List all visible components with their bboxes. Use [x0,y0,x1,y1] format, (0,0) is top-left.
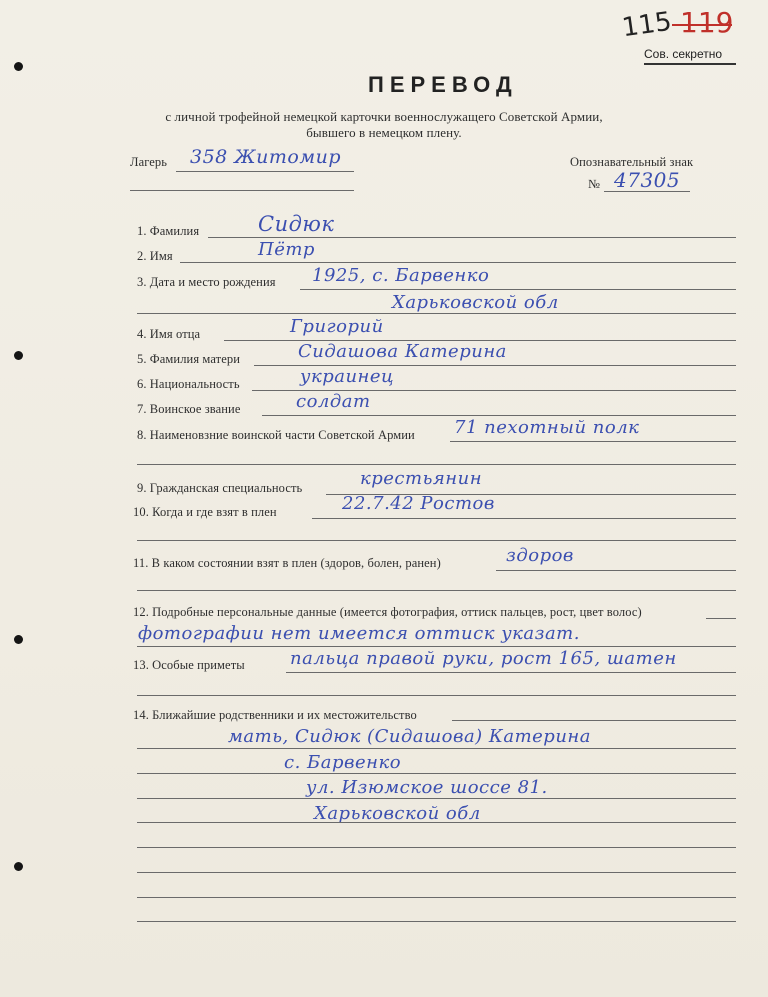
field-label-surname: 1. Фамилия [137,224,200,238]
field-line [706,618,736,619]
punch-hole [14,62,23,71]
field-label-nationality: 6. Национальность [137,377,240,391]
field-line [137,872,736,873]
field-value-birth-region: Харьковской обл [392,292,559,313]
field-line [137,773,736,774]
field-label-marks: 13. Особые приметы [133,658,245,672]
punch-hole [14,635,23,644]
document-title: ПЕРЕВОД [368,72,518,97]
field-label-father: 4. Имя отца [137,327,201,341]
field-line [137,464,736,465]
relatives-line-2: с. Барвенко [284,752,402,773]
field-line [137,590,736,591]
camp-underline-2 [130,190,354,191]
field-value-nationality: украинец [300,366,395,387]
subtitle-line-1: с личной трофейной немецкой карточки военнослужащего Советской Армии, [165,109,603,124]
field-line [286,672,736,673]
field-line [450,441,736,442]
field-value-condition: здоров [506,545,574,566]
field-line [180,262,736,263]
archive-number-new: 119 [680,6,734,39]
tag-prefix: № [588,177,601,191]
field-label-personal: 12. Подробные персональные данные (имеется фотография, оттиск пальцев, рост, цвет волос) [133,605,642,619]
relatives-line-1: мать, Сидюк (Сидашова) Катерина [228,726,592,747]
field-value-captured: 22.7.42 Ростов [342,493,495,514]
field-line [208,237,736,238]
relatives-line-3: ул. Изюмское шоссе 81. [306,777,548,798]
field-label-rank: 7. Воинское звание [137,402,241,416]
camp-underline [176,171,354,172]
archive-number-old: 115 [620,6,674,44]
field-value-mother: Сидашова Катерина [298,341,507,362]
punch-hole [14,862,23,871]
field-value-father: Григорий [290,316,384,337]
field-value-rank: солдат [296,391,371,412]
field-value-personal: фотографии нет имеется оттиск указат. [138,623,580,644]
subtitle-line-2: бывшего в немецком плену. [306,125,462,140]
field-line [312,518,736,519]
punch-hole [14,351,23,360]
field-line [137,313,736,314]
field-label-mother: 5. Фамилия матери [137,352,241,366]
field-value-surname: Сидюк [258,212,335,236]
field-line [137,847,736,848]
field-line [137,921,736,922]
field-line [300,289,736,290]
field-line [137,646,736,647]
tag-underline [604,191,690,192]
field-line [137,822,736,823]
field-line [137,695,736,696]
field-line [137,540,736,541]
field-line [137,897,736,898]
field-line [137,798,736,799]
strike-line [672,24,732,26]
field-line [452,720,736,721]
classification-underline [644,63,736,65]
field-label-captured: 10. Когда и где взят в плен [133,505,277,519]
camp-label: Лагерь [130,155,168,169]
classification-stamp: Сов. секретно [644,47,723,61]
camp-value: 358 Житомир [190,146,341,168]
field-value-marks: пальца правой руки, рост 165, шатен [290,648,677,669]
field-label-condition: 11. В каком состоянии взят в плен (здоров, болен, ранен) [133,556,441,570]
tag-value: 47305 [614,168,681,192]
field-label-birth: 3. Дата и место рождения [137,275,276,289]
field-line [496,570,736,571]
field-value-birth: 1925, с. Барвенко [312,265,490,286]
field-label-name: 2. Имя [137,249,173,263]
field-label-unit: 8. Наименовзние воинской части Советской Армии [137,428,415,442]
field-line [137,748,736,749]
relatives-line-4: Харьковской обл [314,803,481,824]
tag-label: Опознавательный знак [570,155,694,169]
field-value-unit: 71 пехотный полк [454,417,640,438]
field-line [262,415,736,416]
field-label-relatives: 14. Ближайшие родственники и их местожительство [133,708,417,722]
field-label-profession: 9. Гражданская специальность [137,481,303,495]
field-value-profession: крестьянин [360,468,483,489]
field-value-name: Пётр [258,239,315,260]
